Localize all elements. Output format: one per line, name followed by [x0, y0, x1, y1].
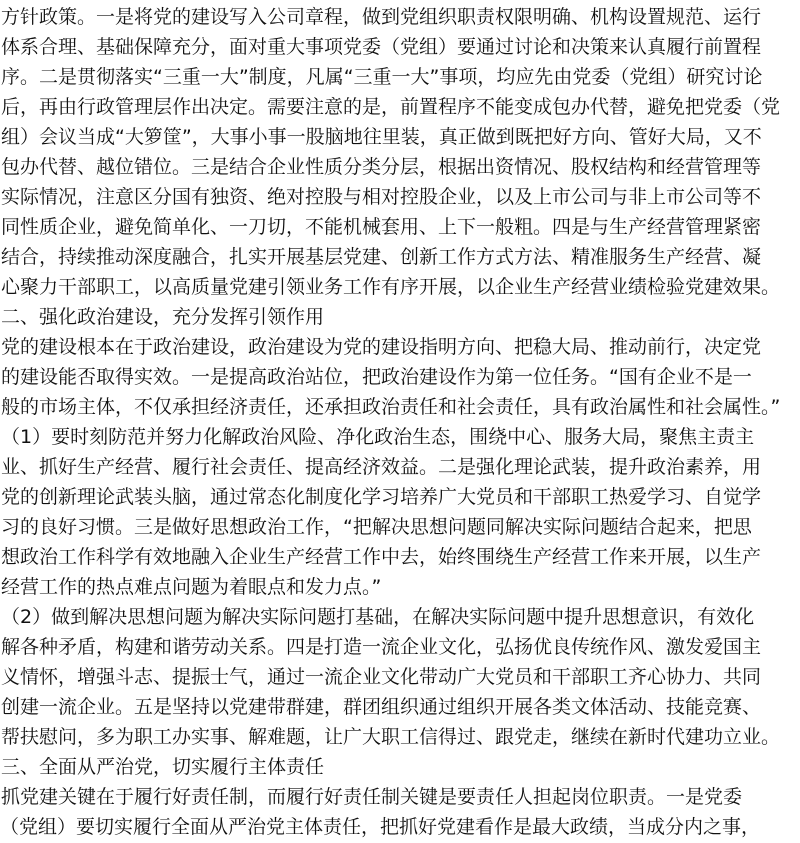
text-line-21: （2）做到解决思想问题为解决实际问题打基础，在解决实际问题中提升思想意识，有效化	[1, 606, 755, 628]
text-line-3: 序。二是贯彻落实“三重一大”制度，凡属“三重一大”事项，均应先由党委（党组）研究讨论	[1, 66, 763, 88]
text-line-18: 习的良好习惯。三是做好思想政治工作，“把解决思想问题同解决实际问题结合起来，把思	[1, 516, 752, 538]
text-line-4: 后，再由行政管理层作出决定。需要注意的是，前置程序不能变成包办代替，避免把党委（党	[1, 96, 781, 118]
text-line-13: 的建设能否取得实效。一是提高政治站位，把政治建设作为第一位任务。“国有企业不是一	[1, 366, 752, 388]
text-line-22: 解各种矛盾，构建和谐劳动关系。四是打造一流企业文化，弘扬优良传统作风、激发爱国主	[1, 636, 762, 658]
text-line-9: 结合，持续推动深度融合，扎实开展基层党建、创新工作方式方法、精准服务生产经营、凝	[1, 246, 762, 268]
section-heading-2: 二、强化政治建设，充分发挥引领作用	[1, 306, 325, 328]
text-line-16: 业、抓好生产经营、履行社会责任、提高经济效益。二是强化理论武装，提升政治素养，用	[1, 456, 762, 478]
text-line-5: 组）会议当成“大箩筐”，大事小事一股脑地往里装，真正做到既把好方向、管好大局，又不	[1, 126, 762, 148]
text-line-23: 义情怀，增强斗志、提振士气，通过一流企业文化带动广大党员和干部职工齐心协力、共同	[1, 666, 762, 688]
text-line-19: 想政治工作科学有效地融入企业生产经营工作中去，始终围绕生产经营工作来开展，以生产	[1, 546, 762, 568]
text-line-15: （1）要时刻防范并努力化解政治风险、净化政治生态，围绕中心、服务大局，聚焦主责主	[1, 426, 755, 448]
text-line-1: 方针政策。一是将党的建设写入公司章程，做到党组织职责权限明确、机构设置规范、运行	[1, 6, 762, 28]
text-line-2: 体系合理、基础保障充分，面对重大事项党委（党组）要通过讨论和决策来认真履行前置程	[1, 36, 762, 58]
text-line-12: 党的建设根本在于政治建设，政治建设为党的建设指明方向、把稳大局、推动前行，决定党	[1, 336, 762, 358]
text-line-6: 包办代替、越位错位。三是结合企业性质分类分层，根据出资情况、股权结构和经营管理等	[1, 156, 762, 178]
section-heading-3: 三、全面从严治党，切实履行主体责任	[1, 756, 325, 778]
text-line-27: 抓党建关键在于履行好责任制，而履行好责任制关键是要责任人担起岗位职责。一是党委	[1, 786, 743, 808]
text-line-20: 经营工作的热点难点问题为着眼点和发力点。”	[1, 576, 382, 598]
text-line-17: 党的创新理论武装头脑，通过常态化制度化学习培养广大党员和干部职工热爱学习、自觉学	[1, 486, 762, 508]
text-line-14: 般的市场主体，不仅承担经济责任，还承担政治责任和社会责任，具有政治属性和社会属性。”	[1, 396, 781, 418]
text-line-24: 创建一流企业。五是坚持以党建带群建，群团组织通过组织开展各类文体活动、技能竞赛、	[1, 696, 762, 718]
text-line-7: 实际情况，注意区分国有独资、绝对控股与相对控股企业，以及上市公司与非上市公司等不	[1, 186, 762, 208]
text-line-8: 同性质企业，避免简单化、一刀切，不能机械套用、上下一般粗。四是与生产经营管理紧密	[1, 216, 762, 238]
text-line-10: 心聚力干部职工，以高质量党建引领业务工作有序开展，以企业生产经营业绩检验党建效果。	[1, 276, 781, 298]
text-line-25: 帮扶慰问，多为职工办实事、解难题，让广大职工信得过、跟党走，继续在新时代建功立业。	[1, 726, 781, 748]
text-line-28: （党组）要切实履行全面从严治党主体责任，把抓好党建看作是最大政绩，当成分内之事，	[0, 816, 761, 838]
